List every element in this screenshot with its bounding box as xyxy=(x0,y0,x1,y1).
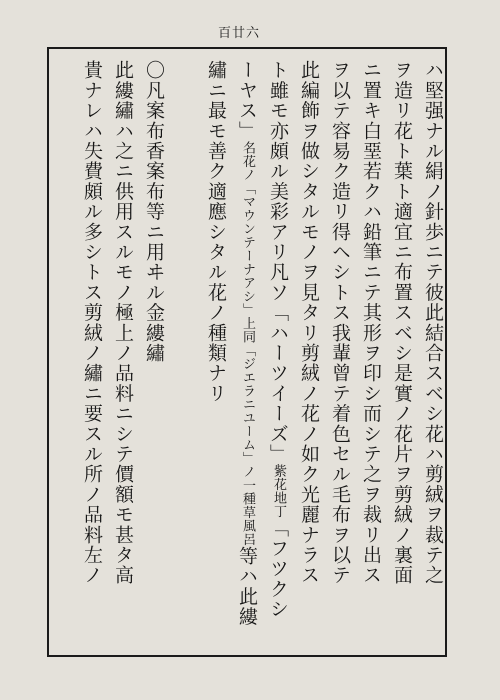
text-line-2: ヲ造リ花ト葉ト適宜ニ布置スベシ是實ノ花片ヲ剪絨ノ裏面 xyxy=(391,60,413,586)
text-line-7 xyxy=(237,60,256,640)
text-line-6-main: ト雖モ亦頗ル美彩アリ凡ソ「ハーツイーズ」 xyxy=(267,60,289,464)
text-line-6-tail: 「フツクシ xyxy=(267,518,289,619)
text-line-7-tail: 等ハ此縷 xyxy=(236,545,258,627)
text-line-6-note: 紫花地丁 xyxy=(271,464,286,518)
text-line-7-start: ーヤス」 xyxy=(236,60,258,141)
text-line-7-note2: ノ一種 xyxy=(240,464,255,506)
text-line-6 xyxy=(268,60,287,640)
page-number: 百廿六 xyxy=(218,26,261,41)
text-line-4: ヲ以テ容易ク造リ得ヘシトス我輩曾テ着色セル毛布ヲ以テ xyxy=(329,60,351,586)
section-heading: 〇凡案布香案布等ニ用ヰル金縷繡 xyxy=(143,60,165,363)
text-line-9: 此縷繡ハ之ニ供用スルモノ極上ノ品料ニシテ價額モ甚タ高 xyxy=(112,60,134,586)
text-line-1: ハ堅强ナル絹ノ針歩ニテ彼此結合スベシ花ハ剪絨ヲ裁テ之 xyxy=(422,60,444,586)
text-line-10: 貴ナレハ失費頗ル多シトス剪絨ノ繡ニ要スル所ノ品料左ノ xyxy=(81,60,103,586)
text-line-7-note3: 草風呂 xyxy=(240,505,255,546)
text-line-7-mid: 名花ノ「マウンテーナアシ」上同「ジエラニユーム」 xyxy=(240,140,255,465)
text-line-8: 繡ニ最モ善ク適應シタル花ノ種類ナリ xyxy=(205,60,227,404)
text-line-3: ニ置キ白堊若クハ鉛筆ニテ其形ヲ印シ而シテ之ヲ裁リ出ス xyxy=(360,60,382,586)
text-line-5: 此編飾ヲ做シタルモノヲ見タリ剪絨ノ花ノ如ク光麗ナラス xyxy=(298,60,320,586)
